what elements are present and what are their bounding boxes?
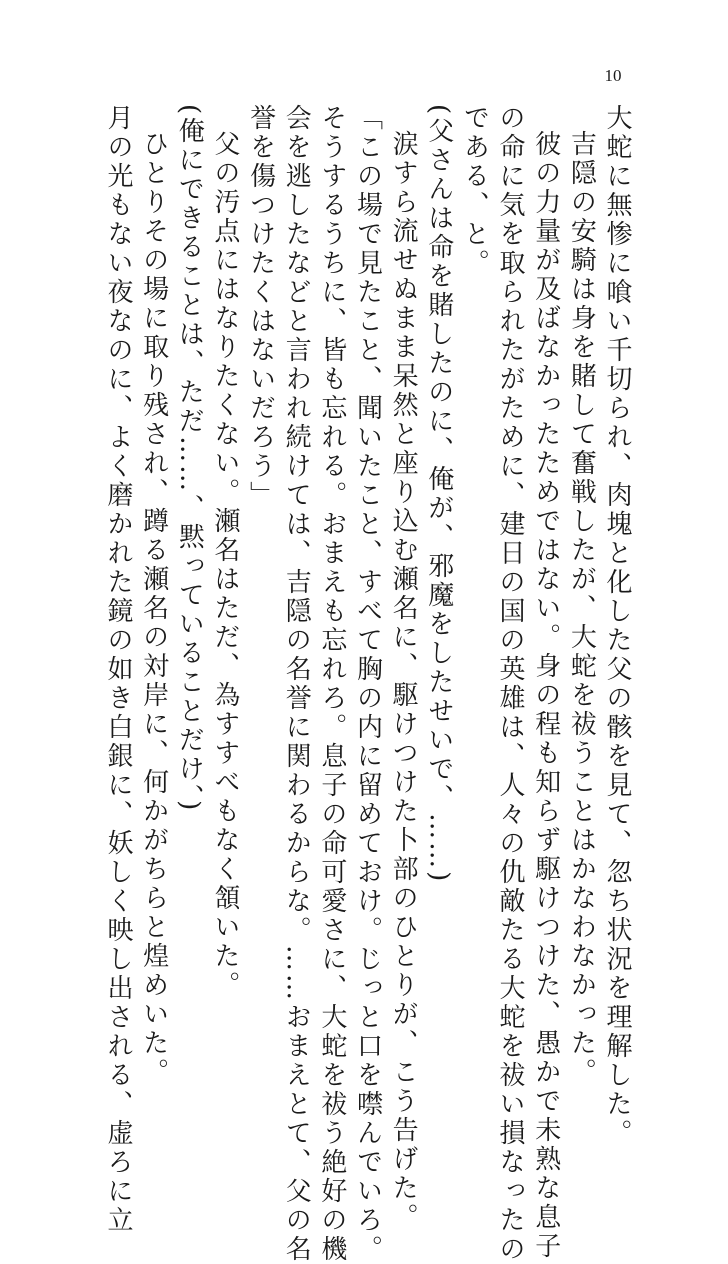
text-line: 月の光もない夜なのに、よく磨かれた鏡の如き白銀に、妖しく映し出される、虚ろに立 bbox=[103, 104, 133, 1235]
text-line: ひとりその場に取り残され、蹲る瀬名の対岸に、何かがちらと煌めいた。 bbox=[138, 130, 169, 1087]
text-line: 会を逃したなどと言われ続けては、吉隠の名誉に関わるからな。……おまえとて、父の名 bbox=[281, 104, 312, 1264]
vertical-text-body bbox=[103, 104, 632, 1264]
text-line: 大蛇に無惨に喰い千切られ、肉塊と化した父の骸を見て、忽ち状況を理解した。 bbox=[601, 104, 632, 1148]
text-line: そうするうちに、皆も忘れる。おまえも忘れろ。息子の命可愛さに、大蛇を祓う絶好の機 bbox=[316, 104, 347, 1264]
text-line: (父さんは命を賭したのに、俺が、邪魔をしたせいで、……) bbox=[423, 104, 454, 885]
page-number: 10 bbox=[604, 66, 622, 85]
text-line: 父の汚点にはなりたくない。瀬名はただ、為すすべもなく頷いた。 bbox=[209, 130, 240, 1000]
text-line: 涙すら流せぬまま呆然と座り込む瀬名に、駆けつけた卜部のひとりが、こう告げた。 bbox=[388, 130, 419, 1232]
text-line: 「この場で見たこと、聞いたこと、すべて胸の内に留めておけ。じっと口を噤んでいろ。 bbox=[352, 104, 383, 1264]
text-line: (俺にできることは、ただ……、黙っていることだけ、) bbox=[174, 104, 205, 814]
text-line: 彼の力量が及ばなかったためではない。身の程も知らず駆けつけた、愚かで未熟な息子 bbox=[530, 130, 561, 1261]
text-line: 吉隠の安騎は身を賭して奮戦したが、大蛇を祓うことはかなわなかった。 bbox=[566, 130, 597, 1087]
text-line: 誉を傷つけたくはないだろう」 bbox=[245, 104, 276, 510]
text-line: の命に気を取られたがために、建日の国の英雄は、人々の仇敵たる大蛇を祓い損なったの bbox=[495, 104, 526, 1264]
text-line: である、と。 bbox=[459, 104, 490, 278]
